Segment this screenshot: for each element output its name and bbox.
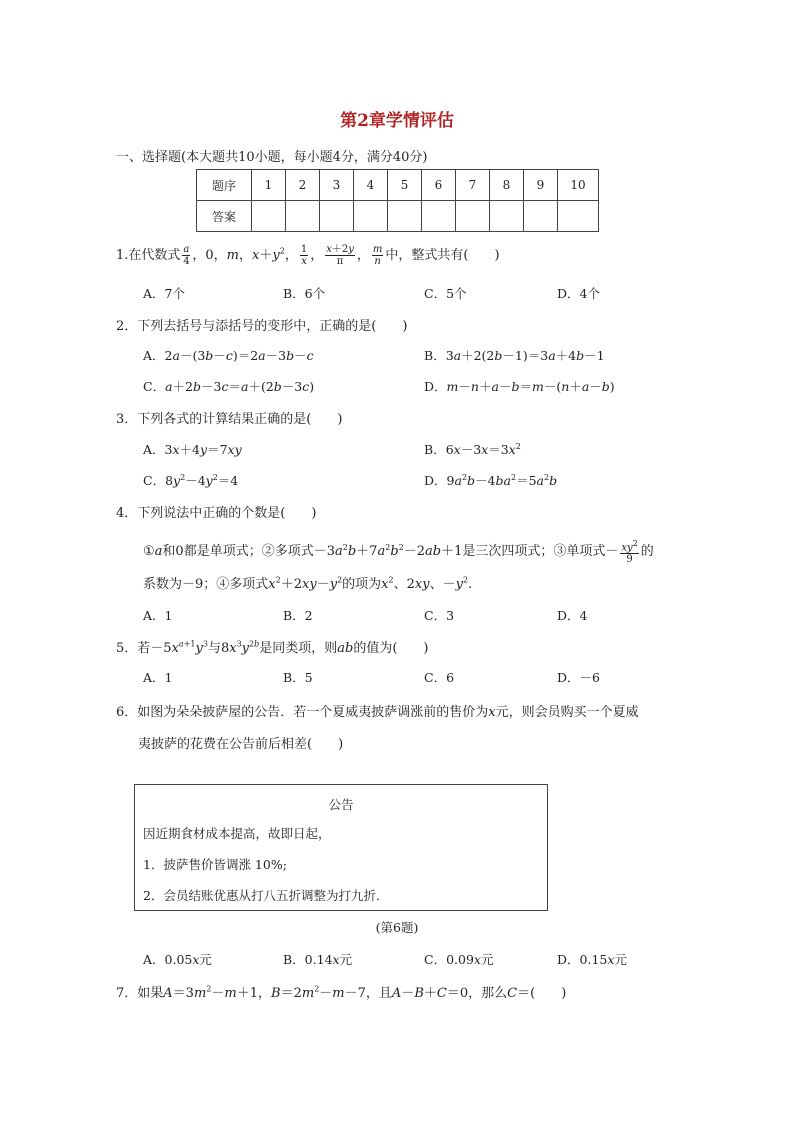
answer-number: 10 xyxy=(558,170,599,201)
question-2-option-b[interactable]: B．3a＋2(2b－1)＝3a＋4b－1 xyxy=(424,348,605,363)
question-1-option-a[interactable]: A．7个 xyxy=(143,286,185,301)
section-heading: 一、选择题(本大题共10小题，每小题4分，满分40分) xyxy=(116,150,428,165)
question-4-stem: 4．下列说法中正确的个数是( ) xyxy=(116,506,317,521)
question-5-option-b[interactable]: B．5 xyxy=(283,670,313,685)
question-4-option-d[interactable]: D．4 xyxy=(557,608,588,623)
answer-cell[interactable] xyxy=(558,201,599,232)
notice-line-2: 1．披萨售价皆调涨 10%; xyxy=(143,857,287,872)
question-2-option-d[interactable]: D．m－n＋a－b＝m－(n＋a－b) xyxy=(424,379,615,394)
answer-cell[interactable] xyxy=(252,201,286,232)
question-3-option-d[interactable]: D．$9a^2b-4ba^2=5a^2b$ xyxy=(424,472,558,488)
answer-cell[interactable] xyxy=(490,201,524,232)
question-3-option-c[interactable]: C．$8y^2-4y^2=4$ xyxy=(143,472,239,488)
notice-title: 公告 xyxy=(328,797,354,812)
question-4-option-b[interactable]: B．2 xyxy=(283,608,313,623)
question-6-option-c[interactable]: C．0.09x元 xyxy=(424,952,494,967)
question-1-option-d[interactable]: D．4个 xyxy=(557,286,600,301)
answer-table-header-number: 题序 xyxy=(197,170,252,201)
page-title: 第2章学情评估 xyxy=(340,111,454,131)
answer-cell[interactable] xyxy=(388,201,422,232)
question-5-option-d[interactable]: D．－6 xyxy=(557,670,600,685)
answer-table-answer-row xyxy=(197,201,599,232)
question-7-stem: 7．如果$A=3m^2-m+1$，$B=2m^2-m-7$，且A－B＋C＝0，那么C＝( ) xyxy=(116,984,567,1001)
notice-line-1: 因近期食材成本提高，故即日起， xyxy=(143,826,331,841)
notice-box xyxy=(134,784,548,911)
answer-number: 9 xyxy=(524,170,558,201)
question-1-option-c[interactable]: C．5个 xyxy=(424,286,467,301)
question-4-statement-line-2: 系数为－9；④多项式$x^2+2xy-y^2$的项为$x^2$、2xy、$-y^2$. xyxy=(143,575,473,592)
answer-number: 4 xyxy=(354,170,388,201)
question-5-option-c[interactable]: C．6 xyxy=(424,670,455,685)
question-5-option-a[interactable]: A．1 xyxy=(143,670,173,685)
question-6-stem-line-2: 夷披萨的花费在公告前后相差( ) xyxy=(138,737,344,752)
answer-cell[interactable] xyxy=(456,201,490,232)
question-2-option-a[interactable]: A．2a－(3b－c)＝2a－3b－c xyxy=(143,348,314,363)
answer-cell[interactable] xyxy=(354,201,388,232)
question-6-option-d[interactable]: D．0.15x元 xyxy=(557,952,627,967)
question-2-stem: 2．下列去括号与添括号的变形中，正确的是( ) xyxy=(116,319,408,334)
answer-cell[interactable] xyxy=(286,201,320,232)
answer-number: 1 xyxy=(252,170,286,201)
answer-table-number-row xyxy=(197,170,599,201)
answer-number: 5 xyxy=(388,170,422,201)
answer-table-header-answer: 答案 xyxy=(197,201,252,232)
notice-line-3: 2．会员结账优惠从打八五折调整为打九折． xyxy=(143,888,389,903)
question-6-stem-line-1: 6．如图为朵朵披萨屋的公告．若一个夏威夷披萨调涨前的售价为x元，则会员购买一个夏威 xyxy=(116,705,639,720)
question-3-option-a[interactable]: A．3x＋4y＝7xy xyxy=(143,442,242,457)
question-2-option-c[interactable]: C．a＋2b－3c＝a＋(2b－3c) xyxy=(143,379,315,394)
answer-number: 8 xyxy=(490,170,524,201)
answer-number: 6 xyxy=(422,170,456,201)
figure-caption: (第6题) xyxy=(375,920,419,935)
answer-cell[interactable] xyxy=(422,201,456,232)
answer-cell[interactable] xyxy=(524,201,558,232)
question-5-stem: 5．若$-5x^{a+1}y^3$与$8x^3y^{2b}$是同类项，则ab的值为( ) xyxy=(116,639,429,656)
question-6-option-b[interactable]: B．0.14x元 xyxy=(283,952,353,967)
question-6-option-a[interactable]: A．0.05x元 xyxy=(143,952,212,967)
question-4-option-c[interactable]: C．3 xyxy=(424,608,455,623)
question-4-statement-line-1: ①a和0都是单项式；②多项式$-3a^2b+7a^2b^2-2ab+1$是三次四项式；③单项式－ $\frac{xy^2}{9}$ 的 xyxy=(143,539,654,566)
question-3-option-b[interactable]: B．$6x-3x=3x^2$ xyxy=(424,441,521,457)
answer-cell[interactable] xyxy=(320,201,354,232)
question-3-stem: 3．下列各式的计算结果正确的是( ) xyxy=(116,412,343,427)
question-4-option-a[interactable]: A．1 xyxy=(143,608,173,623)
answer-number: 3 xyxy=(320,170,354,201)
question-1-stem: 1.在代数式 $\frac{a}{4}$ ，0，m，$x+y^2$， $\frac{1}{x}$ ， $\frac{x+2y}{\pi}$ ， $\frac{m}{n}$ 中，整式共有( ) xyxy=(116,244,500,267)
answer-number: 2 xyxy=(286,170,320,201)
question-1-option-b[interactable]: B．6个 xyxy=(283,286,326,301)
answer-table xyxy=(196,169,599,232)
answer-number: 7 xyxy=(456,170,490,201)
